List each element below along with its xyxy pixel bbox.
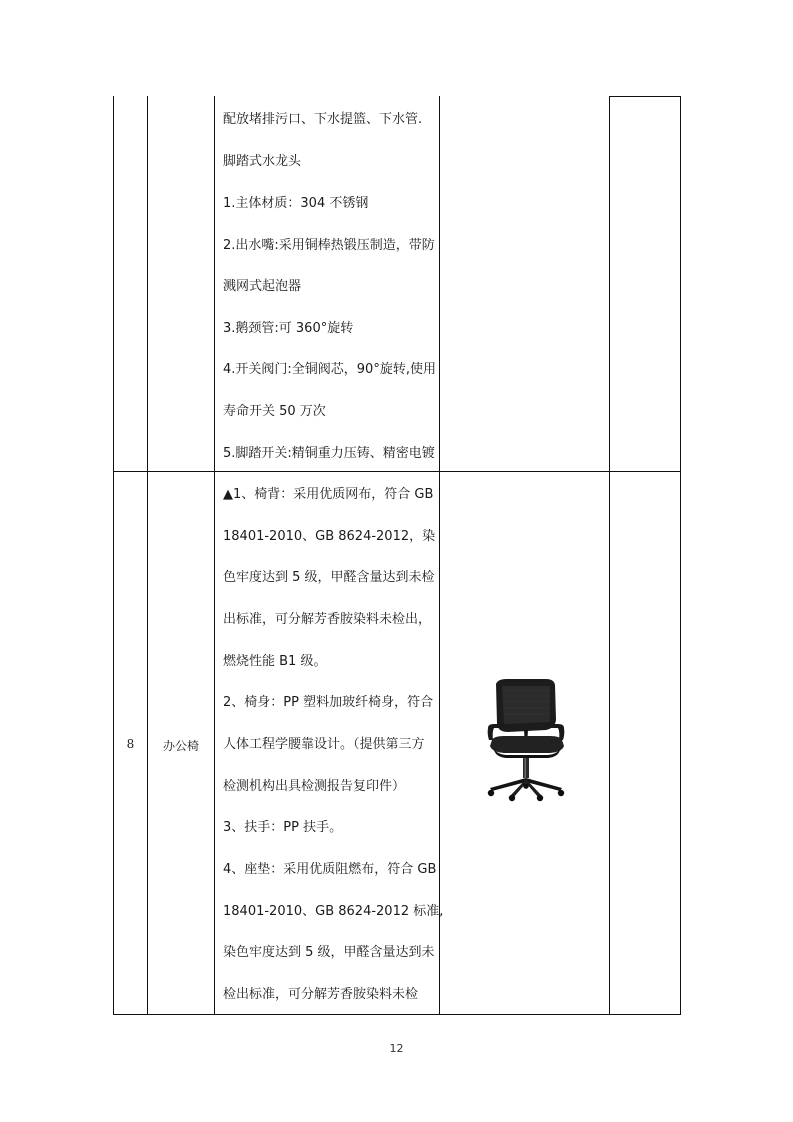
spec-line: 检出标准，可分解芳香胺染料未检 (223, 987, 419, 1002)
item-name: 办公椅 (162, 739, 199, 753)
col-divider-2 (214, 96, 215, 1015)
spec-line: 寿命开关 50 万次 (223, 404, 326, 419)
spec-line: 检测机构出具检测报告复印件） (223, 779, 406, 794)
spec-line: ▲1、椅背：采用优质网布，符合 GB (223, 487, 434, 502)
spec-line: 出标准，可分解芳香胺染料未检出， (223, 612, 432, 627)
spec-line: 2、椅身：PP 塑料加玻纤椅身，符合 (223, 695, 434, 710)
spec-line: 配放堵排污口、下水提篮、下水管. (223, 112, 423, 127)
table-border-top-partial (609, 96, 681, 97)
spec-line: 18401-2010、GB 8624-2012，染 (223, 529, 436, 544)
spec-line: 染色牢度达到 5 级，甲醛含量达到未 (223, 945, 435, 960)
col-divider-3 (439, 96, 440, 1015)
spec-line: 色牢度达到 5 级，甲醛含量达到未检 (223, 570, 435, 585)
spec-line: 脚踏式水龙头 (223, 154, 302, 169)
spec-line: 3.鹅颈管:可 360°旋转 (223, 321, 354, 336)
spec-line: 燃烧性能 B1 级。 (223, 654, 327, 669)
spec-line: 3、扶手：PP 扶手。 (223, 820, 343, 835)
table-border-right (680, 96, 681, 1015)
spec-line: 2.出水嘴:采用铜棒热锻压制造，带防 (223, 238, 435, 253)
spec-line: 5.脚踏开关:精铜重力压铸、精密电镀 (223, 446, 435, 461)
table-border-bottom (113, 1014, 681, 1015)
row-divider (113, 471, 681, 472)
office-chair-image (484, 676, 568, 802)
spec-line: 溅网式起泡器 (223, 279, 302, 294)
row-number: 8 (126, 737, 135, 751)
page-number: 12 (389, 1042, 404, 1055)
spec-line: 4.开关阀门:全铜阀芯，90°旋转,使用 (223, 362, 436, 377)
spec-line: 人体工程学腰靠设计。（提供第三方 (223, 737, 425, 752)
spec-line: 1.主体材质：304 不锈钢 (223, 196, 369, 211)
spec-line: 4、座垫：采用优质阻燃布，符合 GB (223, 862, 437, 877)
spec-line: 18401-2010、GB 8624-2012 标准, (223, 904, 444, 919)
col-divider-1 (147, 96, 148, 1015)
table-border-left (113, 96, 114, 1015)
col-divider-4 (609, 96, 610, 1015)
